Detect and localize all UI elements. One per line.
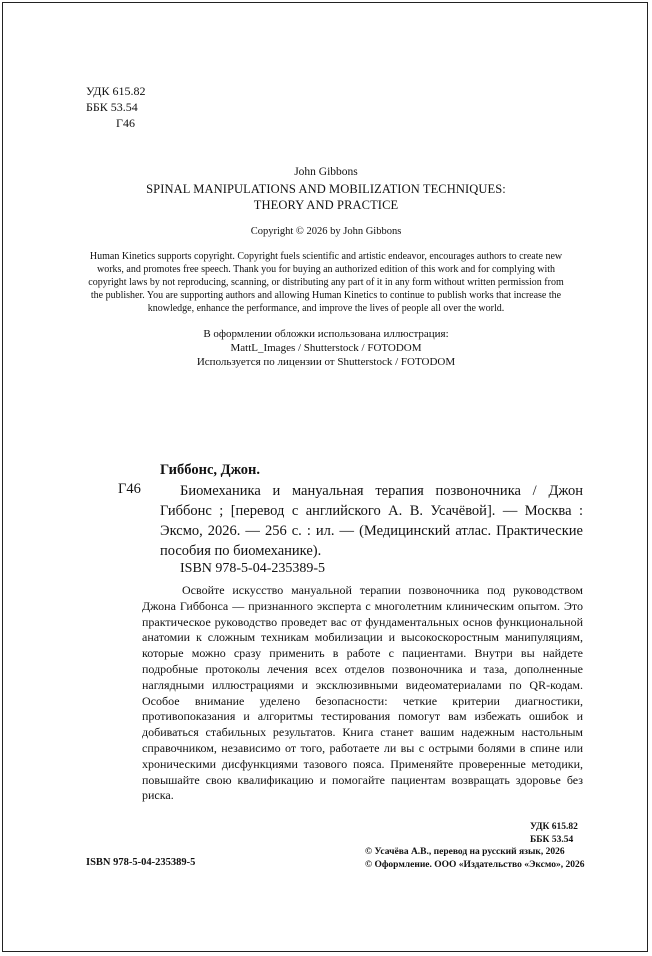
copyright-design: © Оформление. ООО «Издательство «Эксмо», 2026: [365, 860, 585, 870]
cover-credit-line1: В оформлении обложки использована иллюстрация:: [203, 328, 449, 340]
cover-credit-line2: MattL_Images / Shutterstock / FOTODOM: [230, 342, 422, 354]
biblio-description: Биомеханика и мануальная терапия позвоночника / Джон Гиббонс ; [перевод с английского А. В. Усачёвой]. — Москва : Эксмо, 2026. — 256 с. : ил. — (Медицинский атлас. Практические пособия по биомеханике).: [160, 483, 583, 559]
biblio-author-mark: Г46: [118, 481, 141, 497]
annotation-text: Освойте искусство мануальной терапии позвоночника под руководством Джона Гиббонса — признанного эксперта с многолетним клиническим опытом. Это практическое руководство проведет вас от фундаментальных основ функциональной анатомии к сложным техникам мобилизации и высокоскоростным манипуляциям, которые можно сразу применить в работе с пациентами. Внутри вы найдете подробные протоколы лечения всех отделов позвоночника и таза, дополненные наглядными иллюстрациями и эксклюзивными видеоматериалами по QR-кодам. Особое внимание уделено безопасности: четкие критерии диагностики, противопоказания и алгоритмы тестирования помогут вам избежать ошибок и добиваться стабильных результатов. Книга станет вашим надежным настольным справочником, независимо от того, работаете ли вы с острыми болями в спине или хроническими дисфункциями тазового пояса. Применяйте проверенные методики, повышайте свою квалификацию и помогайте пациентам возвращать здоровье без риска.: [142, 583, 583, 803]
footer-isbn: ISBN 978-5-04-235389-5: [86, 857, 196, 868]
original-copyright: Copyright © 2026 by John Gibbons: [250, 226, 402, 237]
bbk-code: ББК 53.54: [86, 100, 138, 114]
original-title: [60, 181, 592, 213]
original-author: John Gibbons: [294, 166, 358, 178]
original-title-line2: THEORY AND PRACTICE: [253, 198, 399, 212]
footer-bbk: ББК 53.54: [530, 835, 574, 845]
cover-credit-line3: Используется по лицензии от Shutterstock / FOTODOM: [196, 356, 456, 368]
biblio-isbn: ISBN 978-5-04-235389-5: [180, 561, 326, 576]
footer-classification: [470, 821, 582, 847]
footer-copyrights: [365, 846, 584, 872]
rights-notice: Human Kinetics supports copyright. Copyright fuels scientific and artistic endeavor, encourages authors to create new works, and promotes free speech. Thank you for buying an authorized edition of this work and for complying with copyright laws by not reproducing, scanning, or distributing any part of it in any form without written permission from the publisher. You are supporting authors and allowing Human Kinetics to continue to publish works that increase the knowledge, enhance the performance, and improve the lives of people all over the world.: [88, 251, 564, 314]
copyright-translation: © Усачёва А.В., перевод на русский язык, 2026: [365, 847, 565, 857]
cover-credits: [60, 327, 592, 369]
page-border: [2, 2, 648, 952]
original-title-line1: SPINAL MANIPULATIONS AND MOBILIZATION TECHNIQUES:: [146, 182, 506, 196]
biblio-author-heading: Гиббонс, Джон.: [160, 462, 260, 478]
author-mark: Г46: [116, 116, 135, 130]
footer-udk: УДК 615.82: [530, 822, 578, 832]
udk-code: УДК 615.82: [86, 84, 146, 98]
classification-block: [86, 83, 145, 131]
